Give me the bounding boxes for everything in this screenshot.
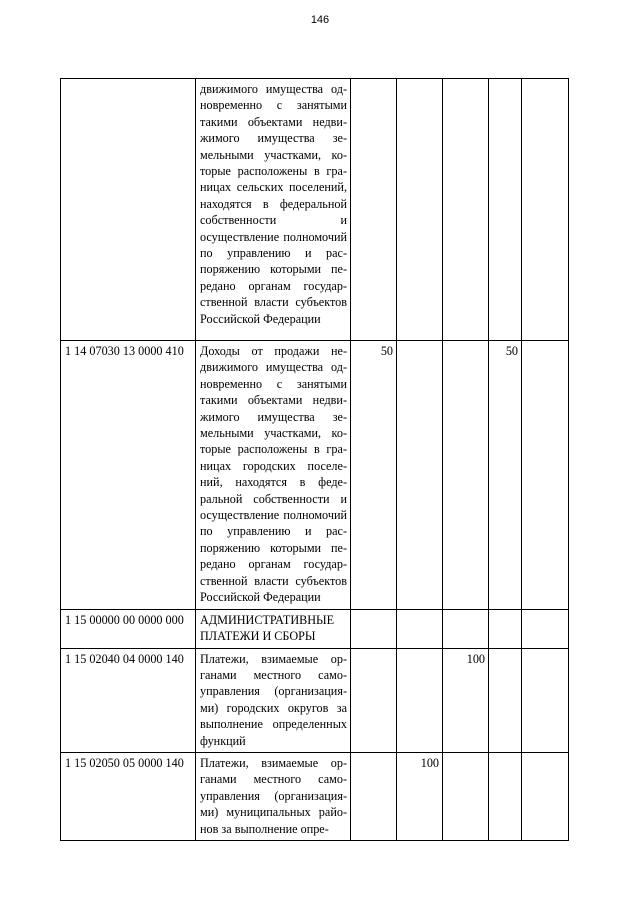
amount-cell bbox=[443, 609, 489, 648]
amount-cell bbox=[443, 79, 489, 341]
amount-cell bbox=[351, 79, 397, 341]
amount-cell: 50 bbox=[489, 341, 522, 610]
page-number: 146 bbox=[310, 14, 330, 26]
amount-cell: 50 bbox=[351, 341, 397, 610]
amount-cell bbox=[522, 341, 569, 610]
amount-cell bbox=[522, 752, 569, 840]
kbk-code bbox=[61, 79, 196, 341]
amount-cell bbox=[522, 609, 569, 648]
table-row bbox=[61, 752, 569, 840]
table-row bbox=[61, 609, 569, 648]
table-row bbox=[61, 341, 569, 610]
amount-cell: 100 bbox=[443, 648, 489, 752]
amount-cell bbox=[351, 648, 397, 752]
amount-cell bbox=[397, 609, 443, 648]
kbk-code: 1 15 02050 05 0000 140 bbox=[61, 752, 196, 840]
amount-cell bbox=[489, 609, 522, 648]
kbk-code: 1 15 00000 00 0000 000 bbox=[61, 609, 196, 648]
table-row bbox=[61, 79, 569, 341]
amount-cell bbox=[443, 341, 489, 610]
amount-cell bbox=[397, 79, 443, 341]
table-row bbox=[61, 648, 569, 752]
amount-cell bbox=[489, 752, 522, 840]
amount-cell bbox=[351, 609, 397, 648]
revenue-description: Платежи, взимаемые органами местного самоуправления (организациями) городских округов за выполнение определенных функций bbox=[196, 648, 351, 752]
amount-cell bbox=[489, 79, 522, 341]
kbk-code: 1 15 02040 04 0000 140 bbox=[61, 648, 196, 752]
revenue-description: Доходы от продажи недвижимого имущества одновременно с занятыми такими объектами недвижимого имущества земельными участками, которые расположены в границах городских поселений, находятся в федеральной собственности и осуществление полномочий по управлению и распоряжению которыми передано органам государственной власти субъектов Российской Федерации bbox=[196, 341, 351, 610]
amount-cell bbox=[522, 79, 569, 341]
amount-cell bbox=[397, 648, 443, 752]
revenue-description: Платежи, взимаемые органами местного самоуправления (организациями) муниципальных районов за выполнение опре- bbox=[196, 752, 351, 840]
amount-cell bbox=[489, 648, 522, 752]
amount-cell bbox=[443, 752, 489, 840]
amount-cell: 100 bbox=[397, 752, 443, 840]
revenue-description: движимого имущества одновременно с занятыми такими объектами недвижимого имущества земельными участками, которые расположены в границах сельских поселений, находятся в федеральной собственности и осуществление полномочий по управлению и распоряжению которыми передано органам государственной власти субъектов Российской Федерации bbox=[196, 79, 351, 341]
kbk-code: 1 14 07030 13 0000 410 bbox=[61, 341, 196, 610]
revenue-description: АДМИНИСТРАТИВНЫЕ ПЛАТЕЖИ И СБОРЫ bbox=[196, 609, 351, 648]
amount-cell bbox=[397, 341, 443, 610]
amount-cell bbox=[522, 648, 569, 752]
budget-table bbox=[60, 78, 569, 841]
amount-cell bbox=[351, 752, 397, 840]
